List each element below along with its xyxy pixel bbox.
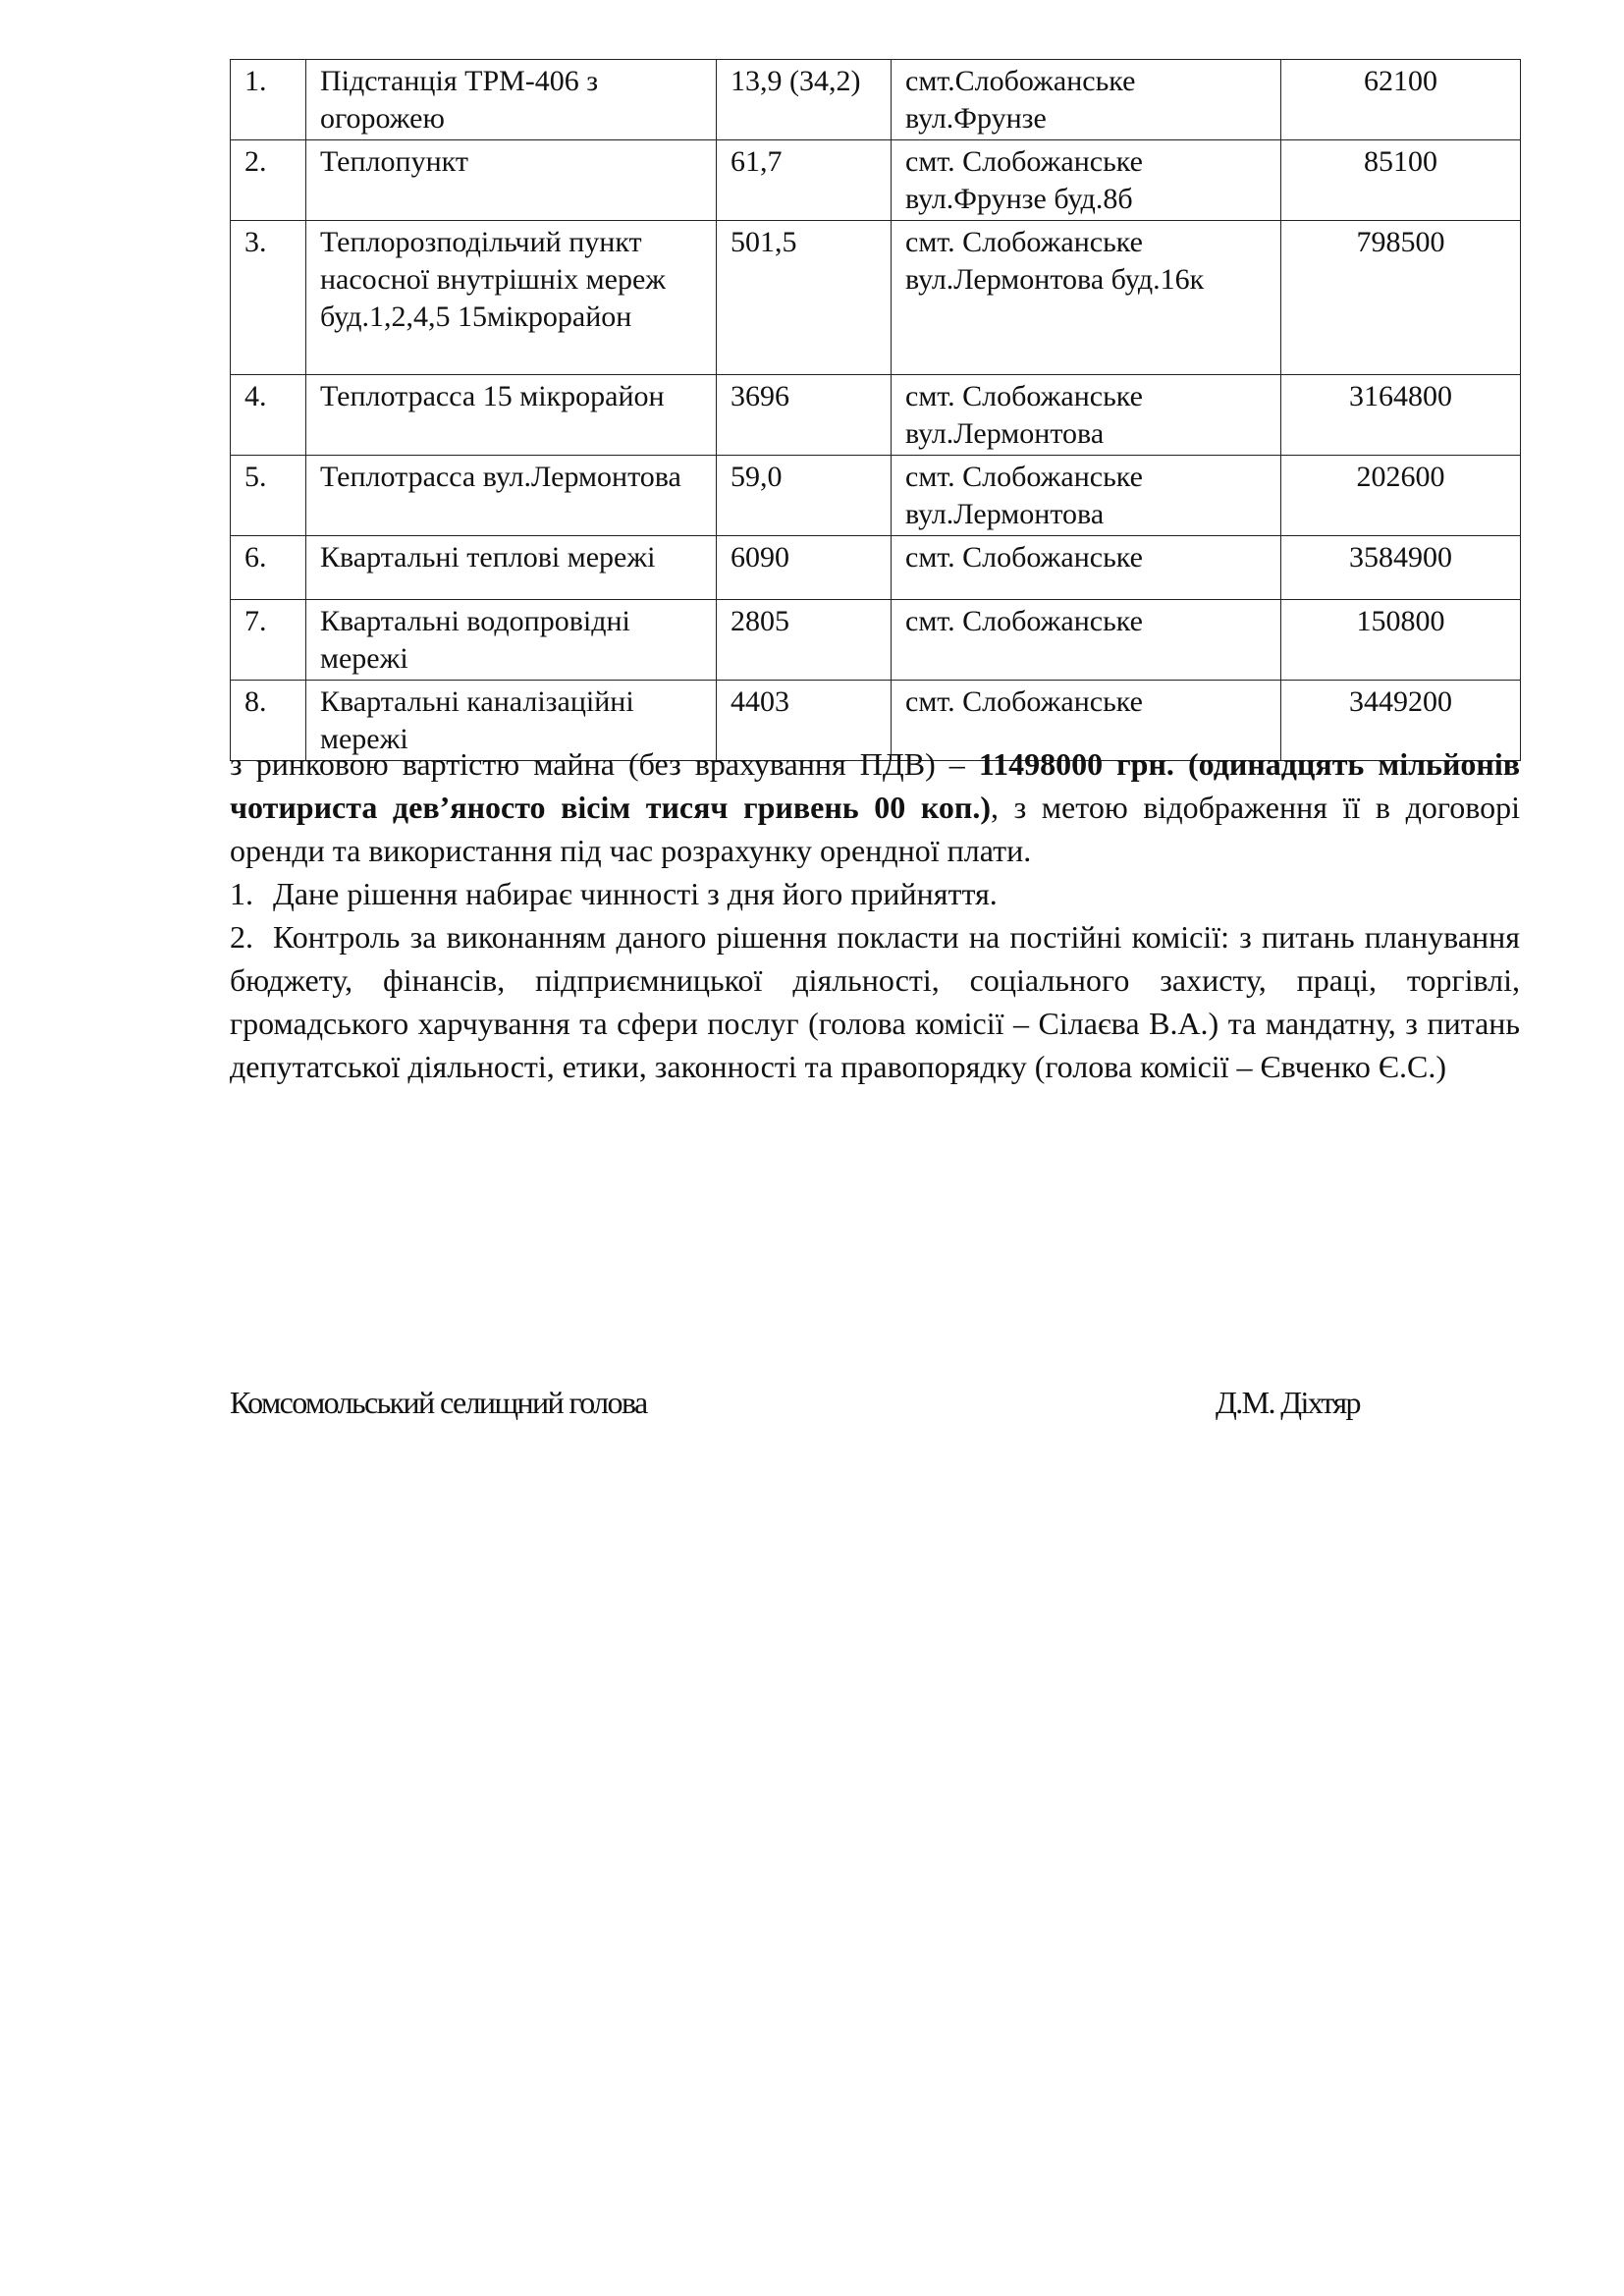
signatory-position: Комсомольський селищний голова [230,1385,647,1420]
object-address: смт. Слобожанське вул.Лермонтова [892,456,1281,536]
table-row [231,375,1521,456]
row-number: 1. [231,60,306,140]
table-row [231,60,1521,140]
object-area: 59,0 [717,456,892,536]
valuation-paragraph [230,742,1520,872]
object-name: Підстанція ТРМ-406 з огорожею [306,60,717,140]
row-number: 2. [231,140,306,221]
object-area: 3696 [717,375,892,456]
object-name: Теплорозподільчий пункт насосної внутрішніх мереж буд.1,2,4,5 15мікрорайон [306,221,717,375]
object-value: 85100 [1281,140,1521,221]
table-row [231,140,1521,221]
object-value: 202600 [1281,456,1521,536]
object-name: Квартальні водопровідні мережі [306,600,717,681]
valuation-text-start: з ринковою вартістю майна (без врахування ПДВ) – [230,746,979,782]
object-name: Теплопункт [306,140,717,221]
object-value: 3164800 [1281,375,1521,456]
valuation-amount: 11498000 грн. (одинадцять мільйонів чотириста дев’яносто вісім тисяч гривень 00 коп.) [230,746,1521,825]
object-name: Теплотрасса вул.Лермонтова [306,456,717,536]
object-value: 62100 [1281,60,1521,140]
object-value: 798500 [1281,221,1521,375]
signatory-name: Д.М. Діхтяр [1216,1385,1360,1420]
row-number: 6. [231,536,306,600]
row-number: 7. [231,600,306,681]
row-number: 8. [231,681,306,761]
decision-text [230,742,1520,1088]
object-area: 6090 [717,536,892,600]
table-row [231,536,1521,600]
object-address: смт. Слобожанське вул.Фрунзе буд.8б [892,140,1281,221]
object-name: Квартальні теплові мережі [306,536,717,600]
item-text: Дане рішення набирає чинності з дня його прийняття. [273,876,998,911]
object-address: смт. Слобожанське [892,600,1281,681]
object-address: смт.Слобожанське вул.Фрунзе [892,60,1281,140]
object-address: смт. Слобожанське вул.Лермонтова буд.16к [892,221,1281,375]
object-address: смт. Слобожанське [892,681,1281,761]
item-number: 1. [230,876,253,911]
row-number: 5. [231,456,306,536]
object-area: 4403 [717,681,892,761]
object-name: Теплотрасса 15 мікрорайон [306,375,717,456]
row-number: 4. [231,375,306,456]
object-address: смт. Слобожанське вул.Лермонтова [892,375,1281,456]
object-address: смт. Слобожанське [892,536,1281,600]
decision-item-1 [230,872,1520,915]
assets-table [230,59,1521,761]
decision-item-2 [230,915,1520,1088]
table-row [231,221,1521,375]
item-number: 2. [230,919,253,955]
object-area: 61,7 [717,140,892,221]
object-value: 3584900 [1281,536,1521,600]
row-number: 3. [231,221,306,375]
table-row [231,456,1521,536]
object-area: 2805 [717,600,892,681]
object-area: 501,5 [717,221,892,375]
item-text: Контроль за виконанням даного рішення покласти на постійні комісії: з питань планування бюджету, фінансів, підприємницької діяльності, соціального захисту, праці, торгівлі, громадського харчування та сфери послуг (голова комісії – Сілаєва В.А.) та мандатну, з питань депутатської діяльності, етики, законності та правопорядку (голова комісії – Євченко Є.С.) [230,919,1520,1084]
object-value: 150800 [1281,600,1521,681]
object-value: 3449200 [1281,681,1521,761]
object-area: 13,9 (34,2) [717,60,892,140]
object-name: Квартальні каналізаційні мережі [306,681,717,761]
valuation-text-end: , з метою відображення її в договорі оренди та використання під час розрахунку орендної плати. [230,790,1520,868]
table-row [231,600,1521,681]
